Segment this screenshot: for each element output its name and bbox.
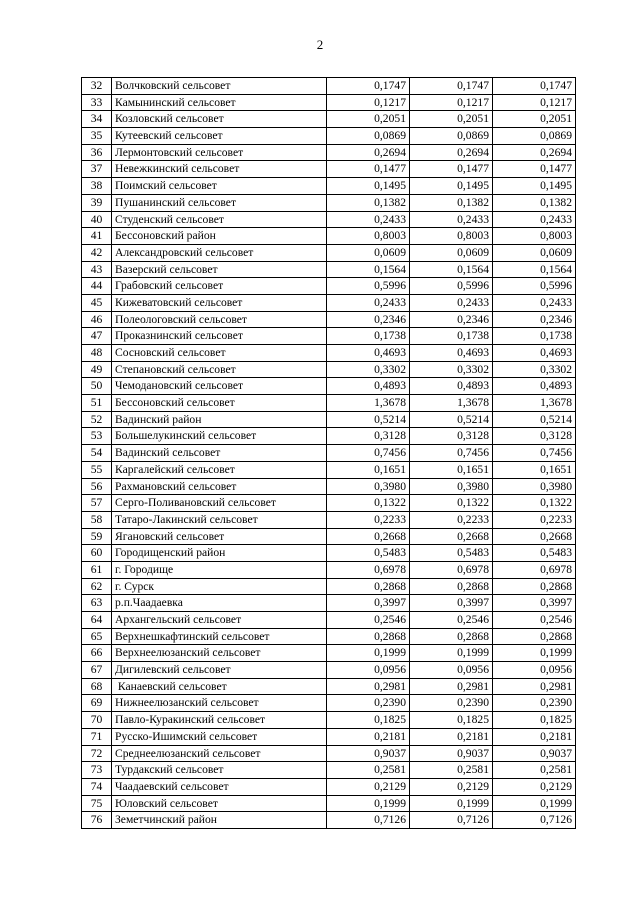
value-cell-1: 0,1382 bbox=[327, 194, 410, 211]
table-row bbox=[82, 728, 576, 745]
table-row bbox=[82, 194, 576, 211]
value-cell-1: 0,8003 bbox=[327, 228, 410, 245]
value-cell-2: 0,1999 bbox=[410, 795, 493, 812]
value-cell-1: 0,2433 bbox=[327, 211, 410, 228]
value-cell-1: 0,1322 bbox=[327, 495, 410, 512]
value-cell-2: 0,2390 bbox=[410, 695, 493, 712]
row-number-cell: 40 bbox=[82, 211, 112, 228]
value-cell-1: 0,5996 bbox=[327, 278, 410, 295]
value-cell-1: 0,0869 bbox=[327, 128, 410, 145]
value-cell-3: 0,5483 bbox=[493, 545, 576, 562]
table-row bbox=[82, 111, 576, 128]
value-cell-2: 0,1322 bbox=[410, 495, 493, 512]
value-cell-3: 0,1999 bbox=[493, 645, 576, 662]
value-cell-1: 0,2051 bbox=[327, 111, 410, 128]
value-cell-2: 0,2981 bbox=[410, 678, 493, 695]
value-cell-1: 0,0609 bbox=[327, 244, 410, 261]
table-row bbox=[82, 778, 576, 795]
municipality-name-cell: Дигилевский сельсовет bbox=[112, 662, 327, 679]
value-cell-1: 0,0956 bbox=[327, 662, 410, 679]
table-row bbox=[82, 144, 576, 161]
municipality-name-cell: Александровский сельсовет bbox=[112, 244, 327, 261]
value-cell-3: 0,3128 bbox=[493, 428, 576, 445]
value-cell-1: 0,3128 bbox=[327, 428, 410, 445]
value-cell-2: 0,7126 bbox=[410, 812, 493, 829]
municipality-name-cell: Проказнинский сельсовет bbox=[112, 328, 327, 345]
municipality-name-cell: Верхнеелюзанский сельсовет bbox=[112, 645, 327, 662]
value-cell-3: 0,0869 bbox=[493, 128, 576, 145]
value-cell-1: 0,1825 bbox=[327, 712, 410, 729]
value-cell-1: 0,4893 bbox=[327, 378, 410, 395]
row-number-cell: 55 bbox=[82, 461, 112, 478]
value-cell-2: 0,1382 bbox=[410, 194, 493, 211]
row-number-cell: 41 bbox=[82, 228, 112, 245]
row-number-cell: 70 bbox=[82, 712, 112, 729]
municipality-name-cell: Архангельский сельсовет bbox=[112, 612, 327, 629]
value-cell-2: 0,1495 bbox=[410, 178, 493, 195]
value-cell-3: 0,2546 bbox=[493, 612, 576, 629]
row-number-cell: 44 bbox=[82, 278, 112, 295]
municipality-name-cell: Рахмановский сельсовет bbox=[112, 478, 327, 495]
municipality-name-cell: г. Городище bbox=[112, 561, 327, 578]
value-cell-2: 0,2129 bbox=[410, 778, 493, 795]
value-cell-2: 0,3997 bbox=[410, 595, 493, 612]
municipality-name-cell: Камынинский сельсовет bbox=[112, 94, 327, 111]
municipality-name-cell: г. Сурск bbox=[112, 578, 327, 595]
table-row bbox=[82, 812, 576, 829]
municipality-name-cell: р.п.Чаадаевка bbox=[112, 595, 327, 612]
value-cell-1: 0,2668 bbox=[327, 528, 410, 545]
table-row bbox=[82, 244, 576, 261]
value-cell-3: 0,0609 bbox=[493, 244, 576, 261]
municipality-name-cell: Серго-Поливановский сельсовет bbox=[112, 495, 327, 512]
row-number-cell: 53 bbox=[82, 428, 112, 445]
value-cell-1: 0,1217 bbox=[327, 94, 410, 111]
table-row bbox=[82, 795, 576, 812]
value-cell-1: 0,2581 bbox=[327, 762, 410, 779]
value-cell-3: 0,5214 bbox=[493, 411, 576, 428]
value-cell-2: 0,2581 bbox=[410, 762, 493, 779]
table-row bbox=[82, 161, 576, 178]
row-number-cell: 74 bbox=[82, 778, 112, 795]
municipality-name-cell: Городищенский район bbox=[112, 545, 327, 562]
value-cell-3: 0,8003 bbox=[493, 228, 576, 245]
value-cell-3: 0,2051 bbox=[493, 111, 576, 128]
value-cell-2: 0,7456 bbox=[410, 445, 493, 462]
value-cell-1: 0,2546 bbox=[327, 612, 410, 629]
value-cell-2: 0,1217 bbox=[410, 94, 493, 111]
value-cell-2: 0,2868 bbox=[410, 628, 493, 645]
value-cell-3: 0,3302 bbox=[493, 361, 576, 378]
value-cell-2: 0,5483 bbox=[410, 545, 493, 562]
municipality-name-cell: Грабовский сельсовет bbox=[112, 278, 327, 295]
value-cell-2: 0,2233 bbox=[410, 511, 493, 528]
value-cell-2: 0,9037 bbox=[410, 745, 493, 762]
row-number-cell: 42 bbox=[82, 244, 112, 261]
value-cell-3: 0,0956 bbox=[493, 662, 576, 679]
table-row bbox=[82, 612, 576, 629]
table-row bbox=[82, 94, 576, 111]
value-cell-1: 0,1738 bbox=[327, 328, 410, 345]
value-cell-2: 0,1738 bbox=[410, 328, 493, 345]
value-cell-3: 0,2581 bbox=[493, 762, 576, 779]
value-cell-2: 0,2181 bbox=[410, 728, 493, 745]
municipality-name-cell: Канаевский сельсовет bbox=[112, 678, 327, 695]
value-cell-3: 0,2346 bbox=[493, 311, 576, 328]
row-number-cell: 61 bbox=[82, 561, 112, 578]
table-row bbox=[82, 695, 576, 712]
value-cell-1: 0,1999 bbox=[327, 645, 410, 662]
table-row bbox=[82, 294, 576, 311]
row-number-cell: 36 bbox=[82, 144, 112, 161]
row-number-cell: 66 bbox=[82, 645, 112, 662]
row-number-cell: 58 bbox=[82, 511, 112, 528]
table-row bbox=[82, 411, 576, 428]
value-cell-1: 0,1999 bbox=[327, 795, 410, 812]
value-cell-1: 0,2233 bbox=[327, 511, 410, 528]
value-cell-3: 0,2694 bbox=[493, 144, 576, 161]
municipality-name-cell: Бессоновский район bbox=[112, 228, 327, 245]
page-number: 2 bbox=[316, 37, 324, 52]
value-cell-2: 0,4893 bbox=[410, 378, 493, 395]
row-number-cell: 56 bbox=[82, 478, 112, 495]
value-cell-3: 0,2868 bbox=[493, 628, 576, 645]
municipality-name-cell: Чемодановский сельсовет bbox=[112, 378, 327, 395]
table-row bbox=[82, 495, 576, 512]
value-cell-1: 0,5214 bbox=[327, 411, 410, 428]
value-cell-2: 0,3980 bbox=[410, 478, 493, 495]
row-number-cell: 63 bbox=[82, 595, 112, 612]
value-cell-2: 0,5996 bbox=[410, 278, 493, 295]
row-number-cell: 32 bbox=[82, 78, 112, 95]
table-row bbox=[82, 461, 576, 478]
value-cell-1: 0,2868 bbox=[327, 628, 410, 645]
row-number-cell: 68 bbox=[82, 678, 112, 695]
municipality-name-cell: Каргалейский сельсовет bbox=[112, 461, 327, 478]
row-number-cell: 51 bbox=[82, 395, 112, 412]
row-number-cell: 37 bbox=[82, 161, 112, 178]
value-cell-3: 0,2181 bbox=[493, 728, 576, 745]
value-cell-1: 0,1564 bbox=[327, 261, 410, 278]
value-cell-3: 0,9037 bbox=[493, 745, 576, 762]
municipality-name-cell: Кутеевский сельсовет bbox=[112, 128, 327, 145]
value-cell-2: 0,1999 bbox=[410, 645, 493, 662]
value-cell-3: 0,1747 bbox=[493, 78, 576, 95]
value-cell-1: 1,3678 bbox=[327, 395, 410, 412]
value-cell-1: 0,1747 bbox=[327, 78, 410, 95]
municipality-name-cell: Студенский сельсовет bbox=[112, 211, 327, 228]
municipality-name-cell: Лермонтовский сельсовет bbox=[112, 144, 327, 161]
table-row bbox=[82, 278, 576, 295]
municipality-name-cell: Земетчинский район bbox=[112, 812, 327, 829]
value-cell-1: 0,1495 bbox=[327, 178, 410, 195]
value-cell-2: 0,0956 bbox=[410, 662, 493, 679]
table-row bbox=[82, 311, 576, 328]
value-cell-3: 0,1382 bbox=[493, 194, 576, 211]
value-cell-2: 0,6978 bbox=[410, 561, 493, 578]
value-cell-3: 0,2668 bbox=[493, 528, 576, 545]
value-cell-1: 0,3997 bbox=[327, 595, 410, 612]
row-number-cell: 75 bbox=[82, 795, 112, 812]
value-cell-1: 0,2129 bbox=[327, 778, 410, 795]
municipality-name-cell: Невежкинский сельсовет bbox=[112, 161, 327, 178]
value-cell-3: 0,3980 bbox=[493, 478, 576, 495]
table-row bbox=[82, 228, 576, 245]
value-cell-3: 0,2868 bbox=[493, 578, 576, 595]
row-number-cell: 43 bbox=[82, 261, 112, 278]
row-number-cell: 57 bbox=[82, 495, 112, 512]
value-cell-2: 0,2051 bbox=[410, 111, 493, 128]
row-number-cell: 48 bbox=[82, 345, 112, 362]
table-row bbox=[82, 678, 576, 695]
row-number-cell: 47 bbox=[82, 328, 112, 345]
value-cell-3: 0,2390 bbox=[493, 695, 576, 712]
value-cell-3: 0,1564 bbox=[493, 261, 576, 278]
table-row bbox=[82, 78, 576, 95]
value-cell-3: 0,2129 bbox=[493, 778, 576, 795]
table-row bbox=[82, 445, 576, 462]
value-cell-1: 0,3302 bbox=[327, 361, 410, 378]
municipality-name-cell: Поимский сельсовет bbox=[112, 178, 327, 195]
value-cell-1: 0,2346 bbox=[327, 311, 410, 328]
municipality-name-cell: Бессоновский сельсовет bbox=[112, 395, 327, 412]
value-cell-3: 0,3997 bbox=[493, 595, 576, 612]
value-cell-2: 0,0609 bbox=[410, 244, 493, 261]
municipality-name-cell: Павло-Куракинский сельсовет bbox=[112, 712, 327, 729]
municipality-name-cell: Русско-Ишимский сельсовет bbox=[112, 728, 327, 745]
value-cell-3: 0,1217 bbox=[493, 94, 576, 111]
value-cell-2: 0,0869 bbox=[410, 128, 493, 145]
municipality-name-cell: Турдакский сельсовет bbox=[112, 762, 327, 779]
row-number-cell: 65 bbox=[82, 628, 112, 645]
table-row bbox=[82, 511, 576, 528]
municipality-name-cell: Волчковский сельсовет bbox=[112, 78, 327, 95]
table-row bbox=[82, 395, 576, 412]
row-number-cell: 60 bbox=[82, 545, 112, 562]
value-cell-1: 0,3980 bbox=[327, 478, 410, 495]
row-number-cell: 34 bbox=[82, 111, 112, 128]
data-table bbox=[81, 77, 576, 829]
municipality-name-cell: Чаадаевский сельсовет bbox=[112, 778, 327, 795]
table-row bbox=[82, 128, 576, 145]
value-cell-3: 0,2981 bbox=[493, 678, 576, 695]
value-cell-3: 0,1495 bbox=[493, 178, 576, 195]
municipality-name-cell: Козловский сельсовет bbox=[112, 111, 327, 128]
value-cell-3: 0,7456 bbox=[493, 445, 576, 462]
value-cell-3: 0,1738 bbox=[493, 328, 576, 345]
table-row bbox=[82, 561, 576, 578]
municipality-name-cell: Верхнешкафтинский сельсовет bbox=[112, 628, 327, 645]
municipality-name-cell: Вадинский район bbox=[112, 411, 327, 428]
municipality-name-cell: Татаро-Лакинский сельсовет bbox=[112, 511, 327, 528]
value-cell-2: 0,4693 bbox=[410, 345, 493, 362]
value-cell-1: 0,6978 bbox=[327, 561, 410, 578]
table-body bbox=[82, 78, 576, 829]
row-number-cell: 38 bbox=[82, 178, 112, 195]
row-number-cell: 73 bbox=[82, 762, 112, 779]
value-cell-3: 0,1825 bbox=[493, 712, 576, 729]
value-cell-2: 0,2668 bbox=[410, 528, 493, 545]
row-number-cell: 59 bbox=[82, 528, 112, 545]
value-cell-1: 0,1477 bbox=[327, 161, 410, 178]
value-cell-3: 0,1477 bbox=[493, 161, 576, 178]
table-row bbox=[82, 545, 576, 562]
row-number-cell: 62 bbox=[82, 578, 112, 595]
row-number-cell: 33 bbox=[82, 94, 112, 111]
municipality-name-cell: Полеологовский сельсовет bbox=[112, 311, 327, 328]
table-row bbox=[82, 211, 576, 228]
value-cell-2: 0,1747 bbox=[410, 78, 493, 95]
value-cell-1: 0,2868 bbox=[327, 578, 410, 595]
table-row bbox=[82, 178, 576, 195]
value-cell-3: 0,4893 bbox=[493, 378, 576, 395]
value-cell-2: 0,1477 bbox=[410, 161, 493, 178]
value-cell-2: 1,3678 bbox=[410, 395, 493, 412]
table-row bbox=[82, 712, 576, 729]
value-cell-1: 0,9037 bbox=[327, 745, 410, 762]
value-cell-2: 0,2346 bbox=[410, 311, 493, 328]
municipality-name-cell: Большелукинский сельсовет bbox=[112, 428, 327, 445]
value-cell-1: 0,4693 bbox=[327, 345, 410, 362]
row-number-cell: 35 bbox=[82, 128, 112, 145]
table-row bbox=[82, 628, 576, 645]
row-number-cell: 52 bbox=[82, 411, 112, 428]
value-cell-2: 0,3302 bbox=[410, 361, 493, 378]
value-cell-1: 0,2390 bbox=[327, 695, 410, 712]
table-row bbox=[82, 762, 576, 779]
value-cell-1: 0,5483 bbox=[327, 545, 410, 562]
value-cell-1: 0,2981 bbox=[327, 678, 410, 695]
municipality-name-cell: Кижеватовский сельсовет bbox=[112, 294, 327, 311]
row-number-cell: 50 bbox=[82, 378, 112, 395]
row-number-cell: 67 bbox=[82, 662, 112, 679]
table-row bbox=[82, 378, 576, 395]
table-row bbox=[82, 345, 576, 362]
value-cell-2: 0,1651 bbox=[410, 461, 493, 478]
value-cell-1: 0,2181 bbox=[327, 728, 410, 745]
value-cell-2: 0,5214 bbox=[410, 411, 493, 428]
value-cell-2: 0,1825 bbox=[410, 712, 493, 729]
row-number-cell: 39 bbox=[82, 194, 112, 211]
value-cell-3: 0,2433 bbox=[493, 211, 576, 228]
value-cell-3: 0,2433 bbox=[493, 294, 576, 311]
municipality-name-cell: Ягановский сельсовет bbox=[112, 528, 327, 545]
table-row bbox=[82, 361, 576, 378]
municipality-name-cell: Сосновский сельсовет bbox=[112, 345, 327, 362]
value-cell-1: 0,2694 bbox=[327, 144, 410, 161]
value-cell-3: 0,1322 bbox=[493, 495, 576, 512]
value-cell-3: 0,7126 bbox=[493, 812, 576, 829]
row-number-cell: 46 bbox=[82, 311, 112, 328]
value-cell-2: 0,2433 bbox=[410, 294, 493, 311]
value-cell-3: 0,4693 bbox=[493, 345, 576, 362]
table-row bbox=[82, 528, 576, 545]
table-row bbox=[82, 428, 576, 445]
value-cell-1: 0,1651 bbox=[327, 461, 410, 478]
table-row bbox=[82, 578, 576, 595]
table-row bbox=[82, 645, 576, 662]
value-cell-3: 0,6978 bbox=[493, 561, 576, 578]
row-number-cell: 49 bbox=[82, 361, 112, 378]
value-cell-2: 0,2546 bbox=[410, 612, 493, 629]
value-cell-3: 0,2233 bbox=[493, 511, 576, 528]
value-cell-2: 0,3128 bbox=[410, 428, 493, 445]
row-number-cell: 72 bbox=[82, 745, 112, 762]
table-row bbox=[82, 662, 576, 679]
value-cell-2: 0,2868 bbox=[410, 578, 493, 595]
municipality-name-cell: Степановский сельсовет bbox=[112, 361, 327, 378]
value-cell-1: 0,7126 bbox=[327, 812, 410, 829]
table-row bbox=[82, 328, 576, 345]
row-number-cell: 64 bbox=[82, 612, 112, 629]
municipality-name-cell: Среднеелюзанский сельсовет bbox=[112, 745, 327, 762]
value-cell-1: 0,7456 bbox=[327, 445, 410, 462]
municipality-name-cell: Пушанинский сельсовет bbox=[112, 194, 327, 211]
municipality-name-cell: Юловский сельсовет bbox=[112, 795, 327, 812]
row-number-cell: 54 bbox=[82, 445, 112, 462]
value-cell-2: 0,1564 bbox=[410, 261, 493, 278]
table-row bbox=[82, 261, 576, 278]
table-row bbox=[82, 478, 576, 495]
row-number-cell: 69 bbox=[82, 695, 112, 712]
table-row bbox=[82, 745, 576, 762]
table-row bbox=[82, 595, 576, 612]
row-number-cell: 45 bbox=[82, 294, 112, 311]
municipality-name-cell: Вадинский сельсовет bbox=[112, 445, 327, 462]
municipality-name-cell: Вазерский сельсовет bbox=[112, 261, 327, 278]
value-cell-3: 1,3678 bbox=[493, 395, 576, 412]
value-cell-3: 0,5996 bbox=[493, 278, 576, 295]
row-number-cell: 71 bbox=[82, 728, 112, 745]
value-cell-2: 0,2433 bbox=[410, 211, 493, 228]
value-cell-2: 0,8003 bbox=[410, 228, 493, 245]
value-cell-3: 0,1999 bbox=[493, 795, 576, 812]
municipality-name-cell: Нижнеелюзанский сельсовет bbox=[112, 695, 327, 712]
value-cell-1: 0,2433 bbox=[327, 294, 410, 311]
value-cell-2: 0,2694 bbox=[410, 144, 493, 161]
value-cell-3: 0,1651 bbox=[493, 461, 576, 478]
row-number-cell: 76 bbox=[82, 812, 112, 829]
